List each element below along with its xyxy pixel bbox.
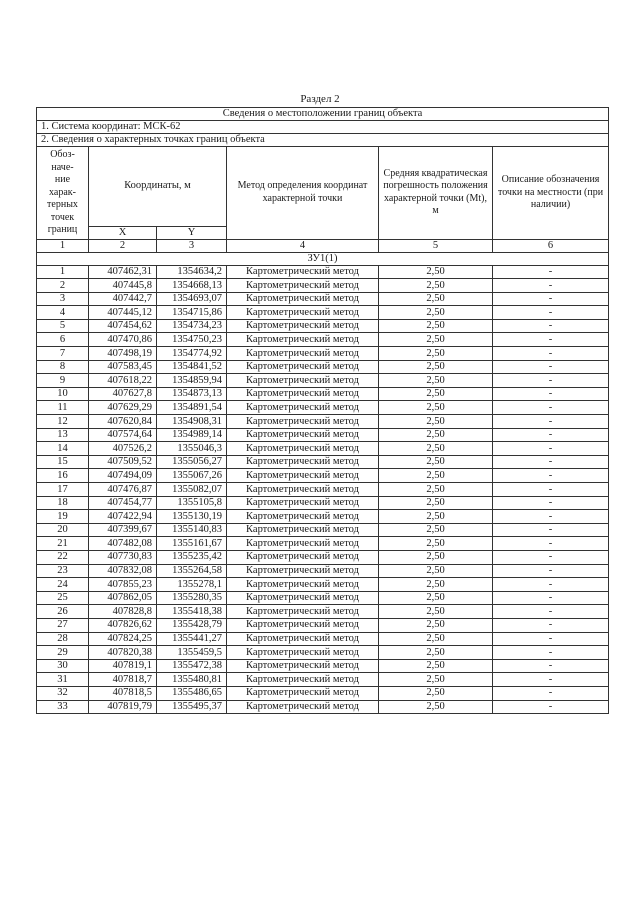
table-row [37,564,609,578]
method-cell: Картометрический метод [227,360,379,374]
accuracy-cell: 2,50 [379,646,493,660]
accuracy-cell: 2,50 [379,265,493,279]
coord-x: 407820,38 [89,646,157,660]
col-number-5: 5 [379,239,493,252]
coord-x: 407824,25 [89,632,157,646]
coord-y: 1355428,79 [157,618,227,632]
accuracy-cell: 2,50 [379,387,493,401]
accuracy-cell: 2,50 [379,496,493,510]
coord-x: 407462,31 [89,265,157,279]
accuracy-cell: 2,50 [379,415,493,429]
accuracy-cell: 2,50 [379,469,493,483]
table-row [37,469,609,483]
description-cell: - [493,646,609,660]
accuracy-cell: 2,50 [379,333,493,347]
description-cell: - [493,415,609,429]
point-number: 25 [37,591,89,605]
coord-x: 407526,2 [89,442,157,456]
table-row [37,333,609,347]
boundary-table [36,107,609,714]
table-row [37,673,609,687]
table-row [37,646,609,660]
point-number: 9 [37,374,89,388]
point-number: 4 [37,306,89,320]
method-cell: Картометрический метод [227,673,379,687]
coord-y: 1355441,27 [157,632,227,646]
point-number: 8 [37,360,89,374]
accuracy-cell: 2,50 [379,306,493,320]
method-cell: Картометрический метод [227,387,379,401]
table-row [37,306,609,320]
description-cell: - [493,360,609,374]
coord-y: 1354734,23 [157,319,227,333]
accuracy-cell: 2,50 [379,537,493,551]
header-coords: Координаты, м [89,147,227,227]
coord-x: 407818,5 [89,686,157,700]
coord-y: 1354715,86 [157,306,227,320]
accuracy-cell: 2,50 [379,700,493,714]
method-cell: Картометрический метод [227,550,379,564]
point-number: 14 [37,442,89,456]
point-number: 33 [37,700,89,714]
coord-x: 407399,67 [89,523,157,537]
point-number: 32 [37,686,89,700]
description-cell: - [493,279,609,293]
accuracy-cell: 2,50 [379,279,493,293]
description-cell: - [493,401,609,415]
point-number: 26 [37,605,89,619]
coord-x: 407826,62 [89,618,157,632]
accuracy-cell: 2,50 [379,442,493,456]
table-row [37,605,609,619]
coord-y: 1354859,94 [157,374,227,388]
description-cell: - [493,265,609,279]
table-row [37,483,609,497]
accuracy-cell: 2,50 [379,428,493,442]
point-number: 2 [37,279,89,293]
coord-y: 1354841,52 [157,360,227,374]
method-cell: Картометрический метод [227,537,379,551]
method-cell: Картометрический метод [227,265,379,279]
description-cell: - [493,455,609,469]
coord-y: 1355278,1 [157,578,227,592]
method-cell: Картометрический метод [227,618,379,632]
accuracy-cell: 2,50 [379,483,493,497]
point-number: 10 [37,387,89,401]
coord-y: 1355459,5 [157,646,227,660]
table-row [37,415,609,429]
coord-x: 407832,08 [89,564,157,578]
accuracy-cell: 2,50 [379,510,493,524]
header-x: X [89,226,157,239]
method-cell: Картометрический метод [227,428,379,442]
method-cell: Картометрический метод [227,700,379,714]
col-number-1: 1 [37,239,89,252]
coord-y: 1355418,38 [157,605,227,619]
point-number: 21 [37,537,89,551]
header-description: Описание обозначения точки на местности (при наличии) [493,147,609,240]
description-cell: - [493,673,609,687]
coord-x: 407620,84 [89,415,157,429]
description-cell: - [493,292,609,306]
table-row [37,401,609,415]
coord-x: 407819,79 [89,700,157,714]
coord-y: 1354873,13 [157,387,227,401]
point-number: 28 [37,632,89,646]
accuracy-cell: 2,50 [379,523,493,537]
table-row [37,550,609,564]
point-number: 24 [37,578,89,592]
point-number: 16 [37,469,89,483]
description-cell: - [493,496,609,510]
description-cell: - [493,523,609,537]
table-row [37,537,609,551]
coord-y: 1355161,67 [157,537,227,551]
description-cell: - [493,374,609,388]
coord-x: 407862,05 [89,591,157,605]
table-row [37,374,609,388]
description-cell: - [493,428,609,442]
coord-y: 1355082,07 [157,483,227,497]
description-cell: - [493,578,609,592]
point-number: 15 [37,455,89,469]
coord-y: 1354908,31 [157,415,227,429]
description-cell: - [493,564,609,578]
method-cell: Картометрический метод [227,483,379,497]
parcel-label: ЗУ1(1) [37,252,609,265]
coord-x: 407422,94 [89,510,157,524]
table-row [37,360,609,374]
coord-x: 407494,09 [89,469,157,483]
table-row [37,347,609,361]
table-row [37,387,609,401]
header-designation: Обоз- наче- ние харак- терных точек границ [37,147,89,240]
point-number: 17 [37,483,89,497]
method-cell: Картометрический метод [227,306,379,320]
coord-x: 407730,83 [89,550,157,564]
method-cell: Картометрический метод [227,564,379,578]
accuracy-cell: 2,50 [379,659,493,673]
table-row [37,279,609,293]
table-row [37,442,609,456]
coord-y: 1355056,27 [157,455,227,469]
table-row [37,428,609,442]
point-number: 7 [37,347,89,361]
point-number: 19 [37,510,89,524]
coord-y: 1355280,35 [157,591,227,605]
header-accuracy: Средняя квадратическая погрешность положения характерной точки (Mt), м [379,147,493,240]
coord-y: 1354634,2 [157,265,227,279]
point-number: 5 [37,319,89,333]
method-cell: Картометрический метод [227,686,379,700]
accuracy-cell: 2,50 [379,319,493,333]
point-number: 6 [37,333,89,347]
coord-x: 407574,64 [89,428,157,442]
method-cell: Картометрический метод [227,496,379,510]
coord-x: 407498,19 [89,347,157,361]
point-number: 1 [37,265,89,279]
coord-x: 407583,45 [89,360,157,374]
coord-y: 1355486,65 [157,686,227,700]
col-number-6: 6 [493,239,609,252]
method-cell: Картометрический метод [227,659,379,673]
description-cell: - [493,659,609,673]
coord-y: 1355495,37 [157,700,227,714]
accuracy-cell: 2,50 [379,455,493,469]
description-cell: - [493,469,609,483]
point-number: 30 [37,659,89,673]
coord-x: 407476,87 [89,483,157,497]
coord-x: 407828,8 [89,605,157,619]
point-number: 31 [37,673,89,687]
coord-x: 407818,7 [89,673,157,687]
description-cell: - [493,618,609,632]
accuracy-cell: 2,50 [379,605,493,619]
accuracy-cell: 2,50 [379,673,493,687]
point-number: 29 [37,646,89,660]
method-cell: Картометрический метод [227,469,379,483]
accuracy-cell: 2,50 [379,347,493,361]
coord-x: 407454,77 [89,496,157,510]
coord-x: 407445,12 [89,306,157,320]
method-cell: Картометрический метод [227,347,379,361]
method-cell: Картометрический метод [227,510,379,524]
description-cell: - [493,442,609,456]
accuracy-cell: 2,50 [379,401,493,415]
method-cell: Картометрический метод [227,292,379,306]
col-number-4: 4 [227,239,379,252]
coord-y: 1355140,83 [157,523,227,537]
method-cell: Картометрический метод [227,591,379,605]
table-row [37,319,609,333]
method-cell: Картометрический метод [227,578,379,592]
description-cell: - [493,510,609,524]
description-cell: - [493,347,609,361]
table-title: Сведения о местоположении границ объекта [37,108,609,121]
point-number: 20 [37,523,89,537]
method-cell: Картометрический метод [227,523,379,537]
description-cell: - [493,700,609,714]
coord-y: 1354668,13 [157,279,227,293]
table-row [37,618,609,632]
method-cell: Картометрический метод [227,455,379,469]
point-number: 3 [37,292,89,306]
coord-x: 407509,52 [89,455,157,469]
method-cell: Картометрический метод [227,333,379,347]
coord-y: 1354774,92 [157,347,227,361]
method-cell: Картометрический метод [227,415,379,429]
point-number: 22 [37,550,89,564]
method-cell: Картометрический метод [227,319,379,333]
coord-y: 1355480,81 [157,673,227,687]
coord-x: 407855,23 [89,578,157,592]
description-cell: - [493,319,609,333]
table-row [37,686,609,700]
point-number: 23 [37,564,89,578]
coord-y: 1354891,54 [157,401,227,415]
section-title: Раздел 2 [300,93,340,105]
description-cell: - [493,632,609,646]
description-cell: - [493,537,609,551]
accuracy-cell: 2,50 [379,292,493,306]
coord-x: 407618,22 [89,374,157,388]
accuracy-cell: 2,50 [379,686,493,700]
point-number: 13 [37,428,89,442]
method-cell: Картометрический метод [227,632,379,646]
point-number: 18 [37,496,89,510]
table-row [37,265,609,279]
accuracy-cell: 2,50 [379,360,493,374]
table-row [37,591,609,605]
point-number: 12 [37,415,89,429]
point-number: 27 [37,618,89,632]
col-number-2: 2 [89,239,157,252]
coord-y: 1355105,8 [157,496,227,510]
description-cell: - [493,605,609,619]
coord-x: 407470,86 [89,333,157,347]
description-cell: - [493,591,609,605]
coord-y: 1355067,26 [157,469,227,483]
table-row [37,578,609,592]
method-cell: Картометрический метод [227,605,379,619]
coord-y: 1355264,58 [157,564,227,578]
table-row [37,292,609,306]
point-number: 11 [37,401,89,415]
accuracy-cell: 2,50 [379,632,493,646]
table-row [37,496,609,510]
accuracy-cell: 2,50 [379,564,493,578]
coord-x: 407445,8 [89,279,157,293]
table-row [37,632,609,646]
coord-y: 1355235,42 [157,550,227,564]
coord-x: 407442,7 [89,292,157,306]
description-cell: - [493,333,609,347]
method-cell: Картометрический метод [227,442,379,456]
coord-y: 1355046,3 [157,442,227,456]
method-cell: Картометрический метод [227,374,379,388]
coord-x: 407627,8 [89,387,157,401]
coord-x: 407819,1 [89,659,157,673]
coord-y: 1355472,38 [157,659,227,673]
table-row [37,659,609,673]
accuracy-cell: 2,50 [379,618,493,632]
method-cell: Картометрический метод [227,401,379,415]
header-y: Y [157,226,227,239]
table-row [37,510,609,524]
coord-x: 407482,08 [89,537,157,551]
accuracy-cell: 2,50 [379,550,493,564]
accuracy-cell: 2,50 [379,374,493,388]
coord-x: 407454,62 [89,319,157,333]
col-number-3: 3 [157,239,227,252]
coord-y: 1355130,19 [157,510,227,524]
method-cell: Картометрический метод [227,646,379,660]
coord-y: 1354750,23 [157,333,227,347]
accuracy-cell: 2,50 [379,578,493,592]
description-cell: - [493,686,609,700]
accuracy-cell: 2,50 [379,591,493,605]
table-row [37,523,609,537]
description-cell: - [493,387,609,401]
coord-x: 407629,29 [89,401,157,415]
header-method: Метод определения координат характерной точки [227,147,379,240]
description-cell: - [493,306,609,320]
description-cell: - [493,483,609,497]
coord-system: 1. Система координат: МСК-62 [37,121,609,134]
table-row [37,700,609,714]
description-cell: - [493,550,609,564]
coord-y: 1354989,14 [157,428,227,442]
table-row [37,455,609,469]
points-title: 2. Сведения о характерных точках границ объекта [37,134,609,147]
coord-y: 1354693,07 [157,292,227,306]
method-cell: Картометрический метод [227,279,379,293]
